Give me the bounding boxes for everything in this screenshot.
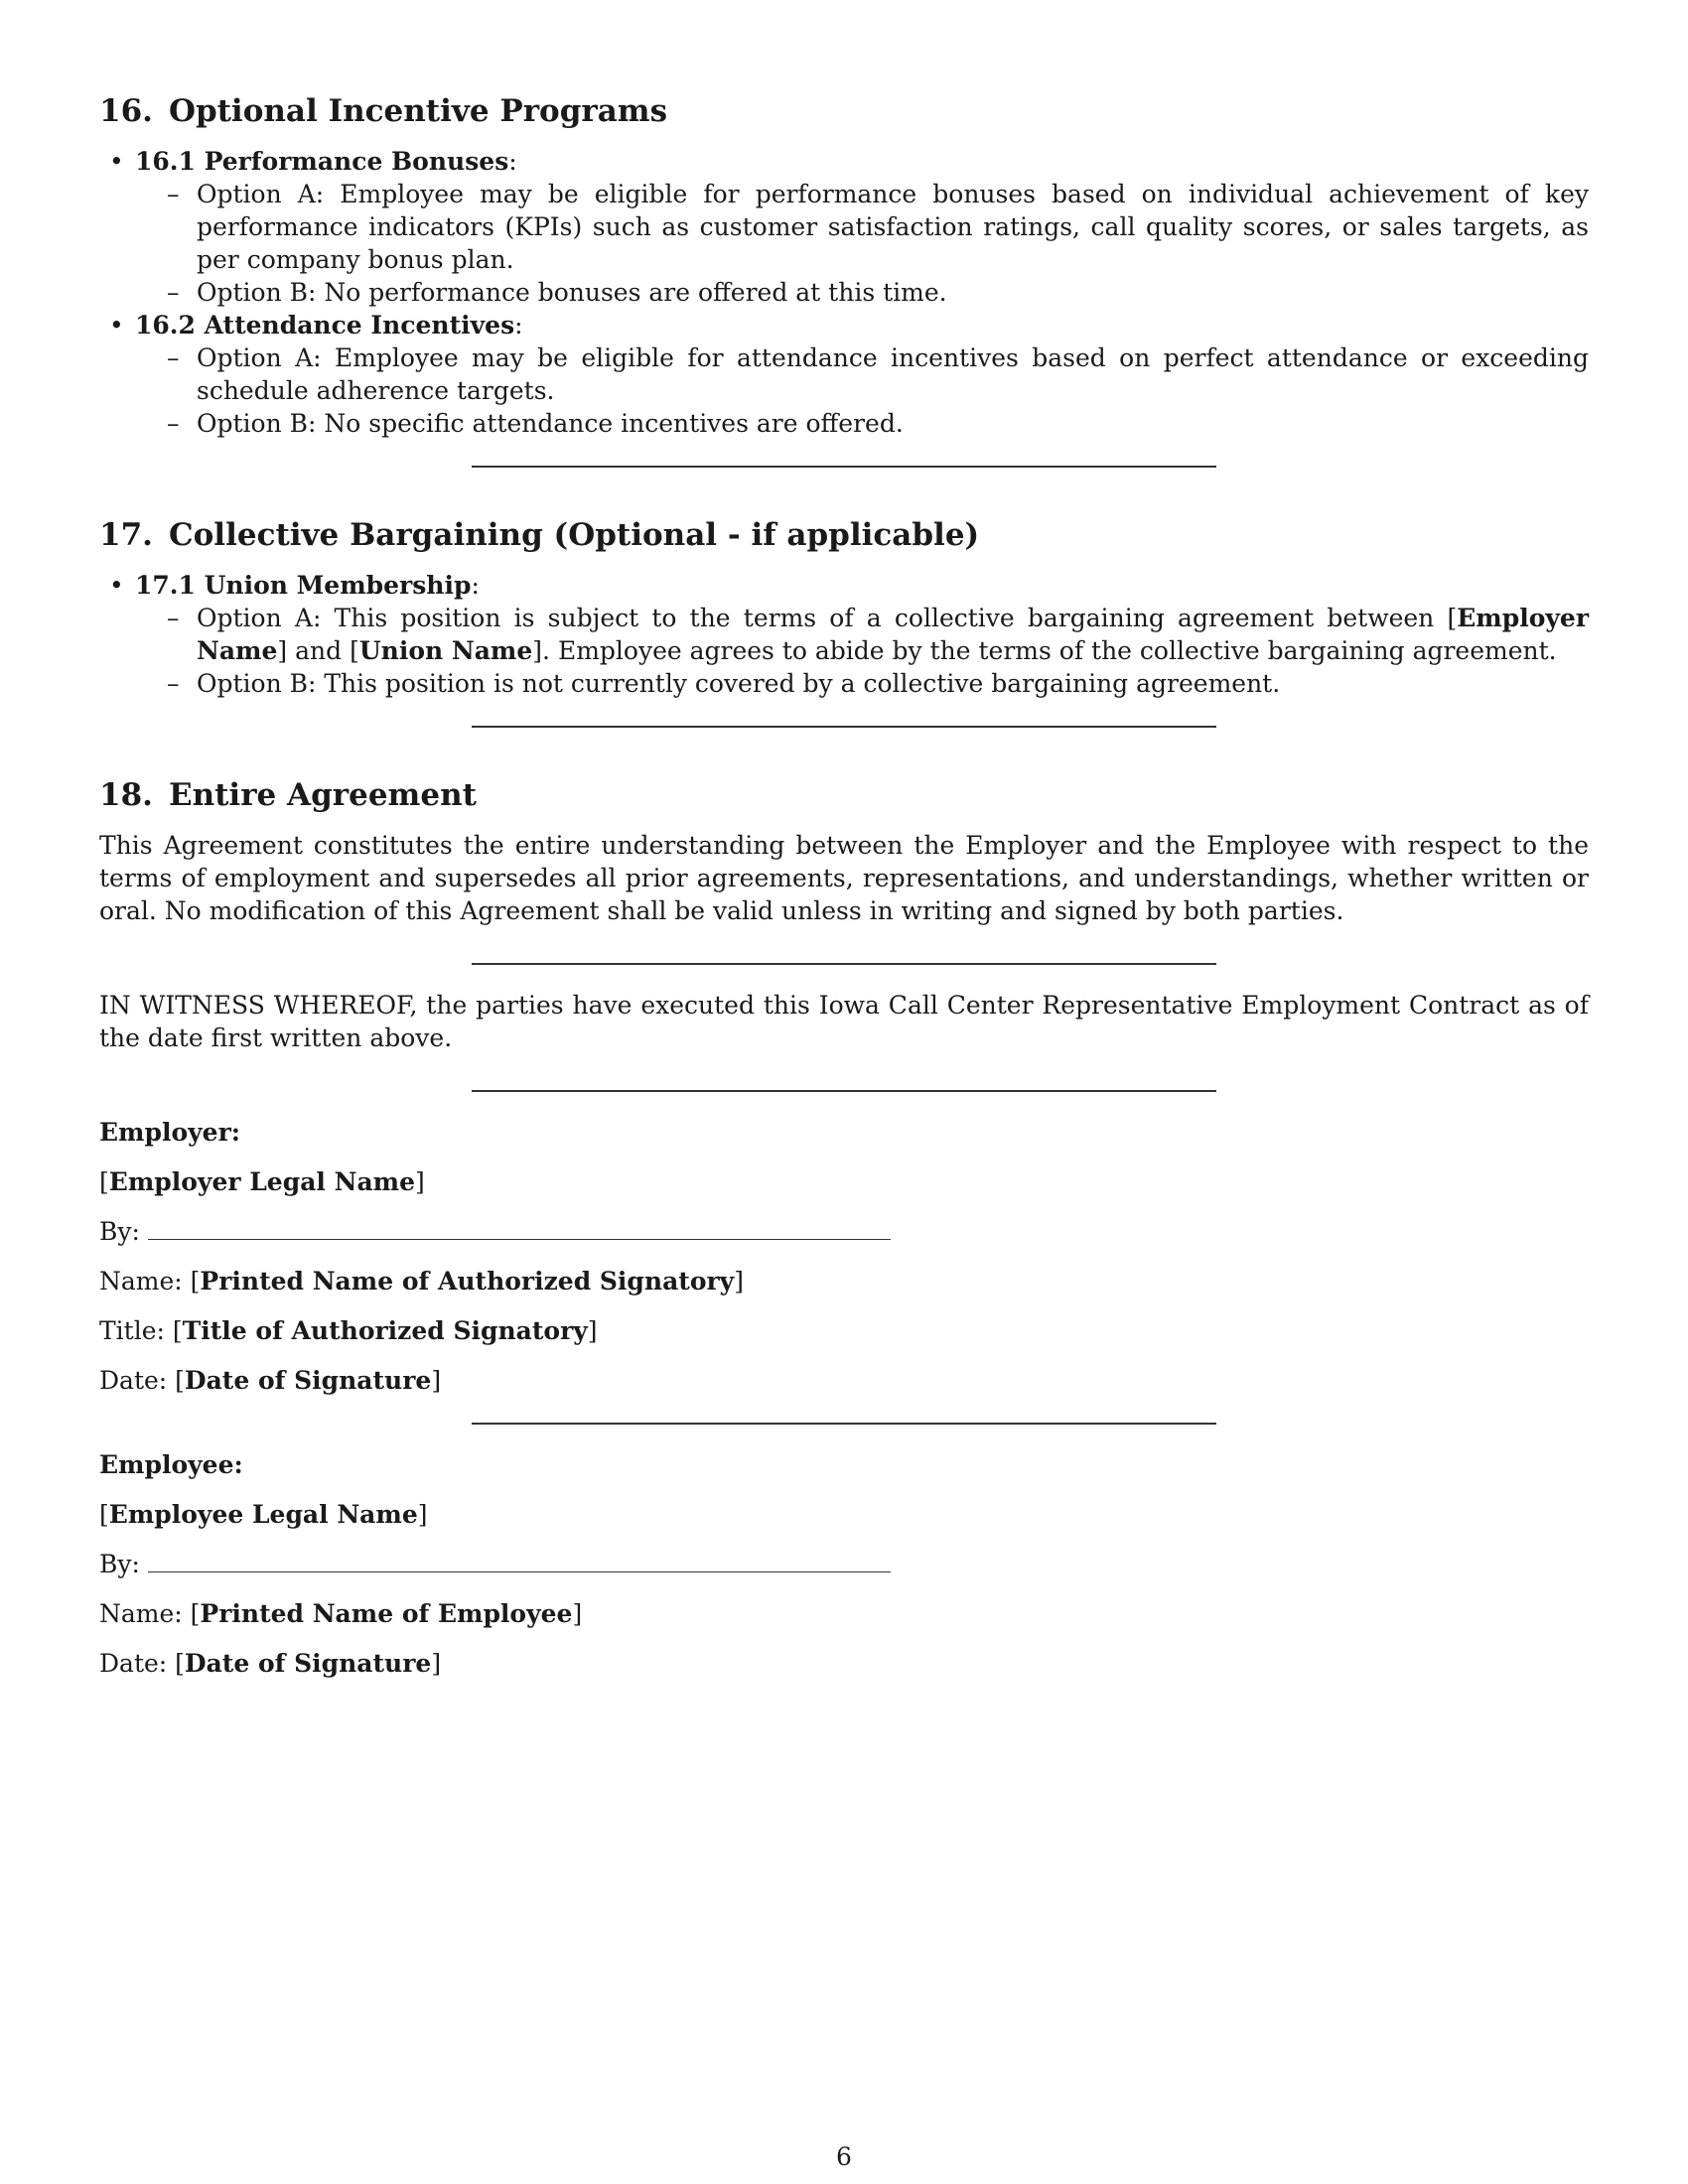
employer-legal-name: [Employer Legal Name] [99, 1167, 425, 1196]
item-label-17-1: 17.1 Union Membership [135, 571, 472, 600]
employer-date-row: Date: [Date of Signature] [99, 1366, 442, 1395]
page-number: 6 [836, 2142, 852, 2171]
employer-title-row: Title: [Title of Authorized Signatory] [99, 1316, 598, 1345]
employee-date-value: Date of Signature [184, 1649, 432, 1678]
section-18-title: Entire Agreement [168, 777, 477, 813]
options-16-2 [135, 341, 1589, 440]
section-18 [99, 775, 1589, 927]
employer-signature-line[interactable] [148, 1217, 891, 1240]
employee-name-row: Name: [Printed Name of Employee] [99, 1599, 583, 1628]
divider [472, 1423, 1216, 1425]
employee-signature-block [99, 1448, 1589, 1680]
divider [472, 1090, 1216, 1092]
employer-name-row: Name: [Printed Name of Authorized Signatory] [99, 1267, 744, 1296]
options-17-1 [135, 602, 1589, 700]
employee-signature-line[interactable] [148, 1550, 891, 1572]
section-16-list [99, 145, 1589, 440]
section-16 [99, 91, 1589, 440]
employer-by-row: By: [99, 1215, 1589, 1248]
section-17-heading: 17. Collective Bargaining (Optional - if applicable) [99, 517, 980, 553]
section-18-heading: 18. Entire Agreement [99, 777, 477, 813]
section-16-heading: 16. Optional Incentive Programs [99, 93, 668, 129]
option-16-1-a: – Option A: Employee may be eligible for performance bonuses based on individual achievement of key performance indicators (KPIs) such as customer satisfaction ratings, call quality scores, or sales targets, as per company bonus plan. [197, 178, 1589, 276]
options-16-1 [135, 178, 1589, 309]
employer-name-placeholder: Employer Name [197, 604, 1589, 665]
list-item-16-1: • 16.1 Performance Bonuses: – Option A: Employee may be eligible for performance bonuses based on individual achievement of key performance indicators (KPIs) such as customer satisfaction ratings, call quality scores, or sales targets, as per company bonus plan. – Option B: No performance bonuses are offered at this time. [135, 145, 1589, 309]
divider [472, 963, 1216, 965]
employer-name-value: Printed Name of Authorized Signatory [200, 1267, 735, 1296]
item-label-16-1: 16.1 Performance Bonuses [135, 147, 509, 176]
option-16-2-b: – Option B: No specific attendance incentives are offered. [197, 407, 1589, 440]
employee-date-row: Date: [Date of Signature] [99, 1649, 442, 1678]
section-16-title: Optional Incentive Programs [168, 93, 668, 129]
employer-title-value: Title of Authorized Signatory [182, 1316, 588, 1345]
employer-heading: Employer: [99, 1118, 240, 1147]
union-name-placeholder: Union Name [358, 636, 533, 665]
employer-date-value: Date of Signature [184, 1366, 432, 1395]
option-17-1-a: – Option A: This position is subject to the terms of a collective bargaining agreement between [Employer Name] and [Union Name]. Employee agrees to abide by the terms of the collective bargaining agreement. [197, 602, 1589, 667]
employee-heading: Employee: [99, 1450, 243, 1479]
employer-signature-block [99, 1116, 1589, 1397]
item-label-16-2: 16.2 Attendance Incentives [135, 311, 515, 340]
option-16-2-a: – Option A: Employee may be eligible for attendance incentives based on perfect attendance or exceeding schedule adherence targets. [197, 341, 1589, 407]
section-17 [99, 515, 1589, 700]
document-page [99, 91, 1589, 1697]
section-18-body: This Agreement constitutes the entire understanding between the Employer and the Employee with respect to the terms of employment and supersedes all prior agreements, representations, and understandings, whether written or oral. No modification of this Agreement shall be valid unless in writing and signed by both parties. [99, 831, 1589, 925]
list-item-17-1: • 17.1 Union Membership: – Option A: This position is subject to the terms of a collective bargaining agreement between [Employer Name] and [Union Name]. Employee agrees to abide by the terms of the collective bargaining agreement. – Option B: This position is not currently covered by a collective bargaining agreement. [135, 569, 1589, 700]
employee-name-value: Printed Name of Employee [200, 1599, 573, 1628]
list-item-16-2: • 16.2 Attendance Incentives: – Option A: Employee may be eligible for attendance incentives based on perfect attendance or exceeding schedule adherence targets. – Option B: No specific attendance incentives are offered. [135, 309, 1589, 440]
witness-clause: IN WITNESS WHEREOF, the parties have executed this Iowa Call Center Representative Employment Contract as of the date first written above. [99, 991, 1589, 1052]
option-16-1-b: – Option B: No performance bonuses are offered at this time. [197, 276, 1589, 309]
divider [472, 726, 1216, 728]
section-17-title: Collective Bargaining (Optional - if applicable) [168, 517, 980, 553]
divider [472, 466, 1216, 468]
employee-by-row: By: [99, 1548, 1589, 1580]
option-17-1-b: – Option B: This position is not currently covered by a collective bargaining agreement. [197, 667, 1589, 700]
employee-legal-name: [Employee Legal Name] [99, 1500, 428, 1529]
section-17-list [99, 569, 1589, 700]
